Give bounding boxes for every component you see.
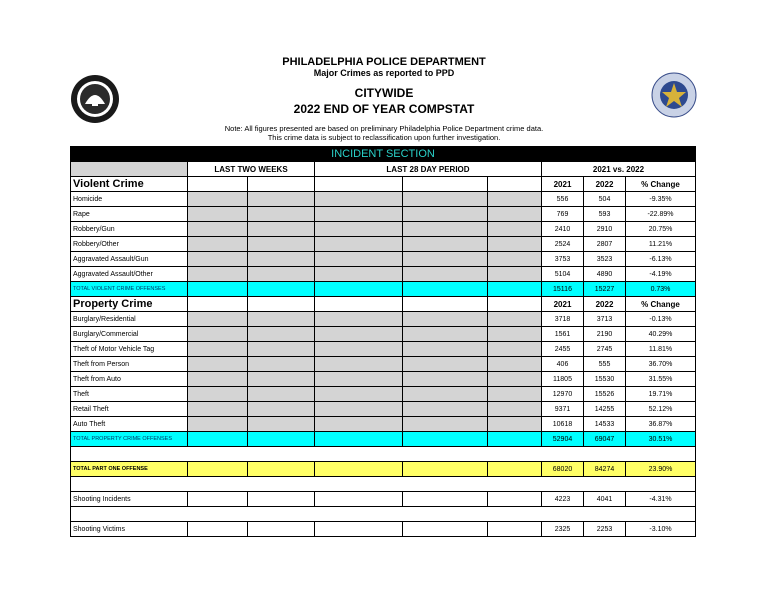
value-change: -22.89% [626, 207, 696, 222]
row-label: Auto Theft [71, 417, 188, 432]
empty-cell [248, 402, 315, 417]
row-label: Burglary/Commercial [71, 327, 188, 342]
value-2022: 14255 [584, 402, 626, 417]
col-change-header: % Change [626, 177, 696, 192]
violent-section-header [71, 177, 696, 192]
empty-cell [403, 342, 488, 357]
row-label: Robbery/Gun [71, 222, 188, 237]
empty-cell [488, 207, 542, 222]
empty-cell [488, 177, 542, 192]
empty-cell [488, 432, 542, 447]
empty-cell [248, 237, 315, 252]
empty-cell [403, 432, 488, 447]
table-row [71, 207, 696, 222]
row-label: Burglary/Residential [71, 312, 188, 327]
empty-cell [403, 357, 488, 372]
value-2021: 5104 [542, 267, 584, 282]
value-2022: 15227 [584, 282, 626, 297]
empty-cell [248, 522, 315, 537]
note-line-2: This crime data is subject to reclassification upon further investigation. [267, 133, 501, 142]
empty-cell [188, 372, 248, 387]
value-2022: 69047 [584, 432, 626, 447]
shooting-victims-row [71, 522, 696, 537]
value-change: -4.31% [626, 492, 696, 507]
empty-cell [315, 267, 403, 282]
value-2022: 3523 [584, 252, 626, 267]
empty-cell [315, 357, 403, 372]
empty-cell [488, 522, 542, 537]
row-label: Robbery/Other [71, 237, 188, 252]
violent-crime-title: Violent Crime [71, 177, 188, 192]
empty-cell [403, 372, 488, 387]
value-2022: 84274 [584, 462, 626, 477]
value-change: -4.19% [626, 267, 696, 282]
empty-cell [188, 207, 248, 222]
empty-cell [488, 252, 542, 267]
empty-cell [188, 252, 248, 267]
empty-cell [403, 237, 488, 252]
value-2022: 2745 [584, 342, 626, 357]
empty-cell [488, 312, 542, 327]
value-2021: 3753 [542, 252, 584, 267]
table-row [71, 222, 696, 237]
value-2022: 4890 [584, 267, 626, 282]
empty-cell [248, 222, 315, 237]
value-2022: 14533 [584, 417, 626, 432]
empty-cell [488, 462, 542, 477]
value-change: -9.35% [626, 192, 696, 207]
empty-cell [188, 192, 248, 207]
empty-cell [248, 297, 315, 312]
empty-cell [248, 282, 315, 297]
empty-cell [315, 342, 403, 357]
data-note [0, 124, 768, 142]
value-change: 31.55% [626, 372, 696, 387]
table-row [71, 327, 696, 342]
empty-cell [248, 492, 315, 507]
table-row [71, 267, 696, 282]
empty-cell [403, 297, 488, 312]
empty-cell [315, 387, 403, 402]
report-title: 2022 END OF YEAR COMPSTAT [293, 102, 475, 116]
empty-cell [403, 522, 488, 537]
value-change: 52.12% [626, 402, 696, 417]
value-2022: 15530 [584, 372, 626, 387]
value-change: 19.71% [626, 387, 696, 402]
spacer-row [71, 507, 696, 522]
empty-cell [403, 207, 488, 222]
value-2021: 9371 [542, 402, 584, 417]
table-row [71, 192, 696, 207]
empty-cell [488, 342, 542, 357]
value-change: 30.51% [626, 432, 696, 447]
empty-cell [188, 177, 248, 192]
table-row [71, 402, 696, 417]
empty-cell [248, 267, 315, 282]
empty-cell [248, 342, 315, 357]
empty-cell [248, 177, 315, 192]
empty-cell [488, 387, 542, 402]
value-change: 11.21% [626, 237, 696, 252]
empty-cell [248, 207, 315, 222]
spacer-row [71, 447, 696, 462]
empty-cell [188, 312, 248, 327]
empty-cell [315, 522, 403, 537]
empty-cell [315, 372, 403, 387]
empty-cell [488, 417, 542, 432]
empty-cell [248, 432, 315, 447]
empty-cell [403, 312, 488, 327]
empty-cell [248, 312, 315, 327]
report-subtitle: Major Crimes as reported to PPD [313, 68, 455, 78]
empty-cell [488, 492, 542, 507]
value-change: 0.73% [626, 282, 696, 297]
spacer-row [71, 477, 696, 492]
table-row [71, 342, 696, 357]
property-crime-title: Property Crime [71, 297, 188, 312]
row-label: TOTAL PART ONE OFFENSE [71, 462, 188, 477]
empty-cell [248, 252, 315, 267]
blank-header-cell [71, 162, 188, 177]
empty-cell [315, 492, 403, 507]
note-line-1: Note: All figures presented are based on preliminary Philadelphia Police Department crime data. [224, 124, 544, 133]
last-two-weeks-header: LAST TWO WEEKS [188, 162, 315, 177]
violent-total-row [71, 282, 696, 297]
empty-cell [188, 357, 248, 372]
empty-cell [488, 372, 542, 387]
value-2021: 4223 [542, 492, 584, 507]
col-change-header: % Change [626, 297, 696, 312]
empty-cell [403, 177, 488, 192]
empty-cell [188, 282, 248, 297]
col-2022-header: 2022 [584, 177, 626, 192]
empty-cell [188, 222, 248, 237]
comparison-header: 2021 vs. 2022 [542, 162, 696, 177]
empty-cell [188, 462, 248, 477]
empty-cell [188, 417, 248, 432]
row-label: Retail Theft [71, 402, 188, 417]
table-row [71, 372, 696, 387]
empty-cell [188, 267, 248, 282]
table-row [71, 357, 696, 372]
empty-cell [248, 357, 315, 372]
empty-cell [315, 207, 403, 222]
table-row [71, 252, 696, 267]
property-total-row [71, 432, 696, 447]
value-2021: 1561 [542, 327, 584, 342]
value-change: 20.75% [626, 222, 696, 237]
empty-cell [403, 252, 488, 267]
value-2022: 2253 [584, 522, 626, 537]
value-2021: 2524 [542, 237, 584, 252]
value-2022: 15526 [584, 387, 626, 402]
value-change: 11.81% [626, 342, 696, 357]
table-row [71, 312, 696, 327]
empty-cell [248, 462, 315, 477]
value-2021: 11805 [542, 372, 584, 387]
empty-cell [188, 402, 248, 417]
empty-cell [315, 432, 403, 447]
empty-cell [248, 327, 315, 342]
empty-cell [403, 492, 488, 507]
empty-cell [488, 222, 542, 237]
value-change: 23.90% [626, 462, 696, 477]
empty-cell [315, 192, 403, 207]
empty-cell [403, 402, 488, 417]
value-2022: 2190 [584, 327, 626, 342]
empty-cell [188, 342, 248, 357]
value-2021: 3718 [542, 312, 584, 327]
value-change: -6.13% [626, 252, 696, 267]
area-title: CITYWIDE [354, 86, 414, 100]
last-28-day-header: LAST 28 DAY PERIOD [315, 162, 542, 177]
empty-cell [315, 177, 403, 192]
empty-cell [488, 267, 542, 282]
value-2021: 769 [542, 207, 584, 222]
empty-cell [403, 417, 488, 432]
empty-cell [488, 192, 542, 207]
empty-cell [315, 252, 403, 267]
empty-cell [188, 522, 248, 537]
empty-cell [315, 282, 403, 297]
spacer-cell [71, 477, 696, 492]
empty-cell [488, 402, 542, 417]
empty-cell [315, 312, 403, 327]
value-2021: 52904 [542, 432, 584, 447]
empty-cell [188, 327, 248, 342]
empty-cell [315, 417, 403, 432]
part-one-total-row [71, 462, 696, 477]
value-2021: 12970 [542, 387, 584, 402]
value-change: -0.13% [626, 312, 696, 327]
value-2021: 68020 [542, 462, 584, 477]
row-label: Theft from Person [71, 357, 188, 372]
value-2021: 2410 [542, 222, 584, 237]
value-change: 40.29% [626, 327, 696, 342]
empty-cell [315, 237, 403, 252]
table-row [71, 237, 696, 252]
banner-row [71, 147, 696, 162]
empty-cell [188, 432, 248, 447]
row-label: Rape [71, 207, 188, 222]
value-2021: 2325 [542, 522, 584, 537]
empty-cell [315, 402, 403, 417]
empty-cell [403, 267, 488, 282]
department-title: PHILADELPHIA POLICE DEPARTMENT [282, 56, 486, 68]
col-2021-header: 2021 [542, 297, 584, 312]
empty-cell [403, 282, 488, 297]
empty-cell [188, 237, 248, 252]
value-2022: 3713 [584, 312, 626, 327]
empty-cell [315, 297, 403, 312]
value-2021: 2455 [542, 342, 584, 357]
col-2021-header: 2021 [542, 177, 584, 192]
value-2022: 504 [584, 192, 626, 207]
empty-cell [188, 297, 248, 312]
empty-cell [488, 297, 542, 312]
value-2021: 15116 [542, 282, 584, 297]
row-label: Shooting Incidents [71, 492, 188, 507]
value-change: 36.70% [626, 357, 696, 372]
value-2021: 556 [542, 192, 584, 207]
row-label: Homicide [71, 192, 188, 207]
empty-cell [403, 387, 488, 402]
col-2022-header: 2022 [584, 297, 626, 312]
value-2022: 2910 [584, 222, 626, 237]
period-header-row [71, 162, 696, 177]
city-seal-icon [70, 74, 120, 124]
incident-section-banner: INCIDENT SECTION [71, 147, 696, 162]
value-2022: 4041 [584, 492, 626, 507]
row-label: Aggravated Assault/Other [71, 267, 188, 282]
value-change: 36.87% [626, 417, 696, 432]
empty-cell [248, 387, 315, 402]
empty-cell [188, 492, 248, 507]
incident-table [70, 146, 696, 537]
police-badge-icon [651, 72, 697, 118]
empty-cell [248, 192, 315, 207]
empty-cell [403, 192, 488, 207]
empty-cell [403, 222, 488, 237]
row-label: Theft [71, 387, 188, 402]
spacer-cell [71, 447, 696, 462]
empty-cell [403, 462, 488, 477]
value-2022: 593 [584, 207, 626, 222]
empty-cell [315, 222, 403, 237]
table-row [71, 387, 696, 402]
empty-cell [488, 357, 542, 372]
row-label: TOTAL PROPERTY CRIME OFFENSES [71, 432, 188, 447]
empty-cell [188, 387, 248, 402]
value-2021: 406 [542, 357, 584, 372]
empty-cell [488, 282, 542, 297]
row-label: TOTAL VIOLENT CRIME OFFENSES [71, 282, 188, 297]
value-2022: 2807 [584, 237, 626, 252]
spacer-cell [71, 507, 696, 522]
row-label: Aggravated Assault/Gun [71, 252, 188, 267]
row-label: Shooting Victims [71, 522, 188, 537]
value-2022: 555 [584, 357, 626, 372]
empty-cell [315, 327, 403, 342]
empty-cell [248, 372, 315, 387]
empty-cell [488, 237, 542, 252]
empty-cell [488, 327, 542, 342]
empty-cell [248, 417, 315, 432]
shooting-incidents-row [71, 492, 696, 507]
row-label: Theft of Motor Vehicle Tag [71, 342, 188, 357]
property-section-header [71, 297, 696, 312]
value-2021: 10618 [542, 417, 584, 432]
empty-cell [403, 327, 488, 342]
empty-cell [315, 462, 403, 477]
value-change: -3.10% [626, 522, 696, 537]
table-row [71, 417, 696, 432]
row-label: Theft from Auto [71, 372, 188, 387]
